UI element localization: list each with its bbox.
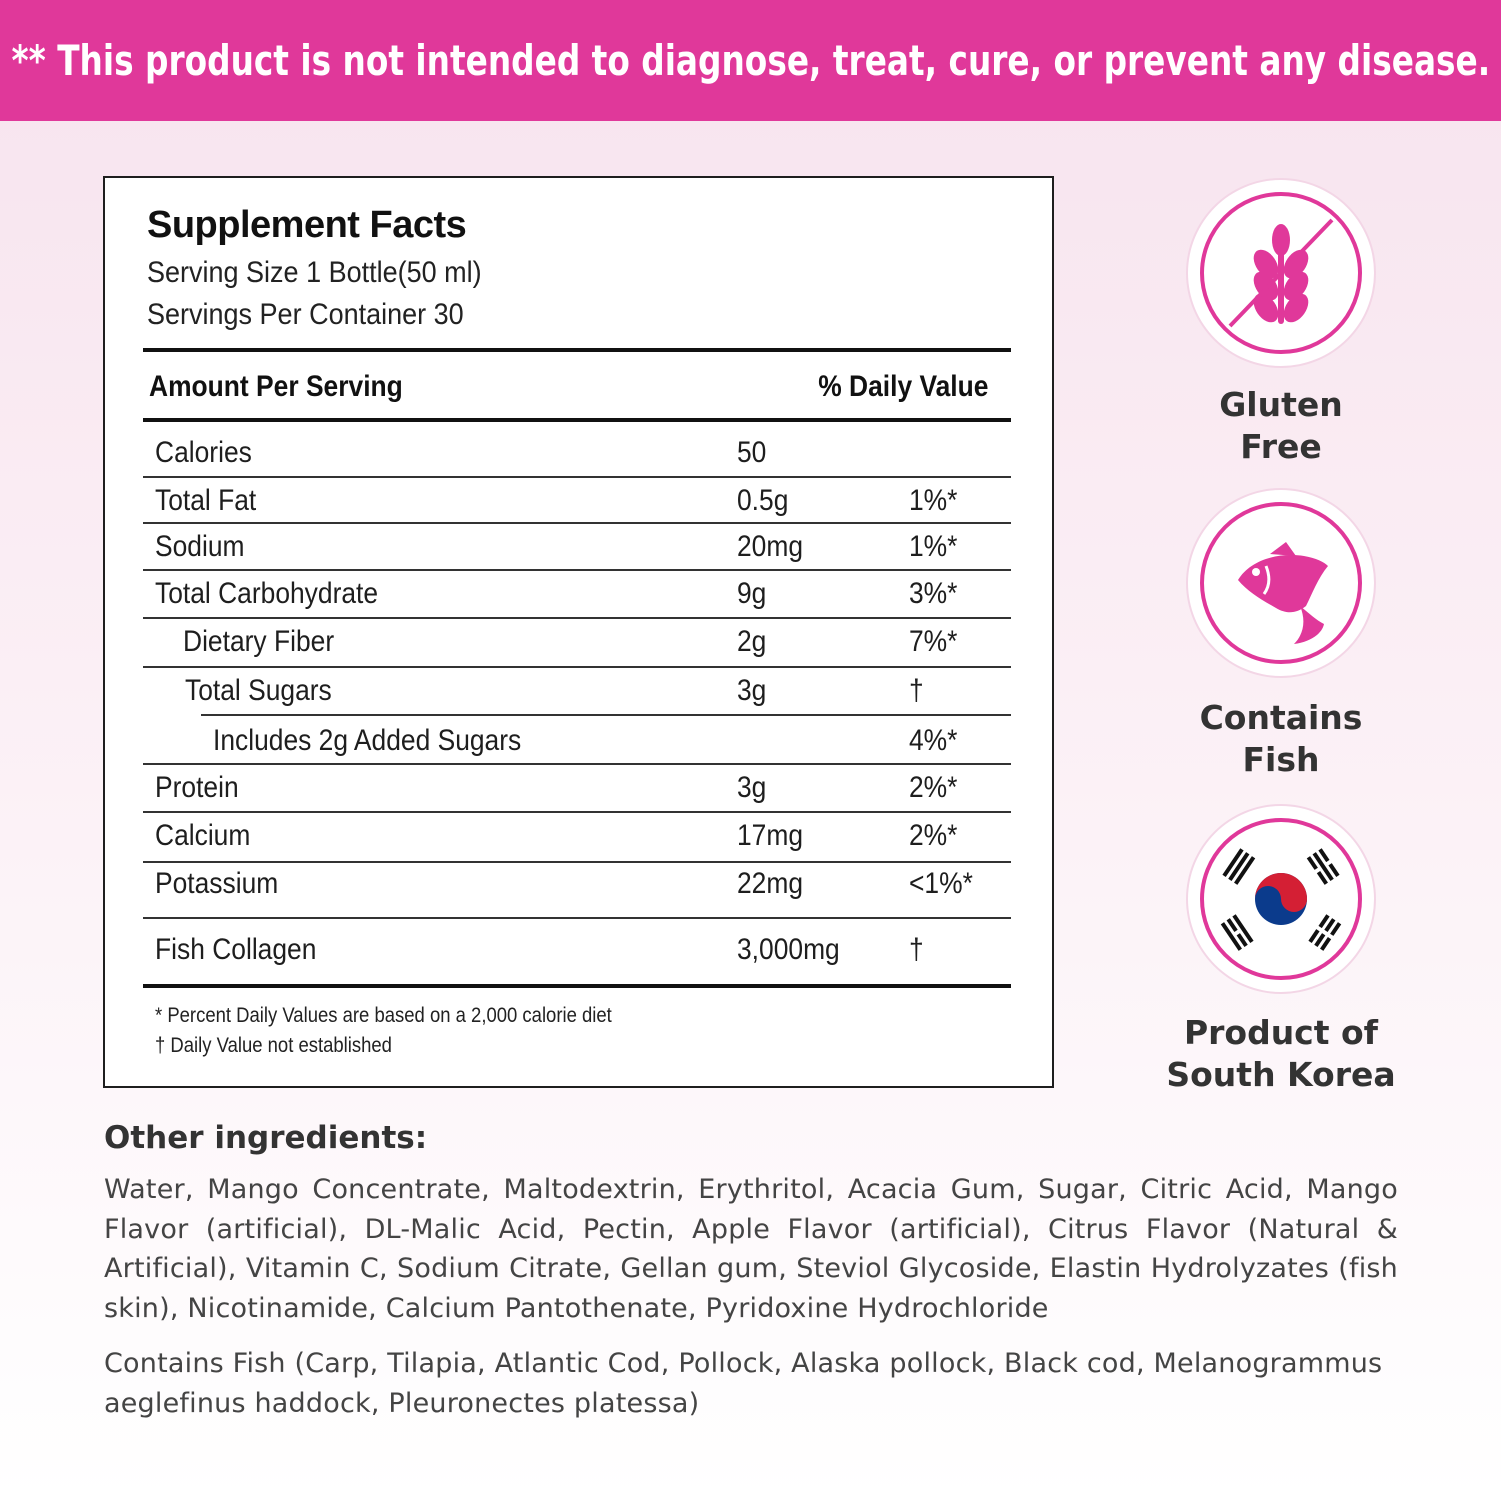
nutrient-name: Total Fat [155,484,257,517]
nutrient-row-total-sugars [143,668,1011,716]
footnote-daily-values: * Percent Daily Values are based on a 2,000 calorie diet [155,1004,612,1027]
nutrient-row-potassium [143,863,1011,919]
nutrient-dv: 3%* [909,577,958,610]
nutrient-dv: † [909,674,924,707]
nutrient-amount: 50 [737,436,767,469]
nutrient-row-calories [143,422,1011,478]
nutrient-name: Protein [155,771,239,804]
footnote-not-established: † Daily Value not established [155,1034,392,1057]
korea-flag-icon [1200,818,1362,980]
nutrient-name: Fish Collagen [155,933,317,966]
thick-rule-top [143,348,1011,352]
disclaimer-banner [0,0,1501,121]
disclaimer-text: ** This product is not intended to diagnose, treat, cure, or prevent any disease. [11,36,1490,85]
gluten-free-badge [1188,180,1374,366]
nutrient-row-fish-collagen [143,919,1011,987]
nutrient-name: Includes 2g Added Sugars [213,724,522,757]
nutrient-row-calcium [143,813,1011,863]
nutrient-amount: 22mg [737,867,804,900]
contains-fish-badge [1188,490,1374,676]
nutrient-row-total-fat [143,478,1011,524]
nutrient-dv: 1%* [909,484,958,517]
servings-per-container: Servings Per Container 30 [147,298,464,331]
serving-size: Serving Size 1 Bottle(50 ml) [147,256,482,289]
nutrient-dv: 2%* [909,771,958,804]
nutrient-name: Total Sugars [185,674,332,707]
gluten-free-icon [1200,192,1362,354]
other-ingredients-title: Other ingredients: [104,1120,428,1156]
nutrient-name: Calories [155,436,252,469]
supplement-facts-panel [103,176,1054,1088]
nutrient-amount: 0.5g [737,484,789,517]
nutrient-dv: † [909,933,924,966]
daily-value-header: % Daily Value [817,370,988,403]
amount-per-serving-header: Amount Per Serving [149,370,403,403]
nutrient-dv: <1%* [909,867,973,900]
nutrient-name: Sodium [155,530,245,563]
nutrient-row-added-sugars [143,716,1011,765]
nutrient-dv: 1%* [909,530,958,563]
product-of-korea-label: Product of South Korea [1166,1013,1396,1094]
nutrient-amount: 3g [737,771,767,804]
nutrient-dv: 7%* [909,625,958,658]
nutrient-amount: 17mg [737,819,804,852]
facts-title: Supplement Facts [147,204,467,246]
nutrient-row-sodium [143,524,1011,571]
fish-icon [1200,502,1362,664]
nutrient-row-dietary-fiber [143,619,1011,668]
nutrient-dv: 2%* [909,819,958,852]
contains-fish-label: Contains Fish [1199,698,1363,779]
south-korea-badge [1188,806,1374,992]
gluten-free-label: Gluten Free [1219,385,1343,466]
nutrient-amount: 9g [737,577,767,610]
nutrient-row-total-carbohydrate [143,571,1011,619]
nutrient-name: Total Carbohydrate [155,577,379,610]
ingredients-list: Water, Mango Concentrate, Maltodextrin, Erythritol, Acacia Gum, Sugar, Citric Acid, Mango Flavor (artificial), DL-Malic Acid, Pectin, Apple Flavor (artificial), Citrus Flavor (Natural & Artificial), Vitamin C, Sodium Citrate, Gellan gum, Steviol Glycoside, Elastin Hydrolyzates (fish skin), Nicotinamide, Calcium Pantothenate, Pyridoxine Hydrochloride [104,1174,1398,1324]
nutrient-amount: 3g [737,674,767,707]
thick-rule-bottom [143,984,1011,988]
nutrient-amount: 2g [737,625,767,658]
nutrient-dv: 4%* [909,724,958,757]
nutrient-name: Dietary Fiber [183,625,335,658]
nutrient-name: Potassium [155,867,279,900]
nutrient-row-protein [143,765,1011,813]
allergen-statement: Contains Fish (Carp, Tilapia, Atlantic Cod, Pollock, Alaska pollock, Black cod, Melanogrammus aeglefinus haddock, Pleuronectes platessa) [104,1348,1383,1419]
nutrient-name: Calcium [155,819,251,852]
nutrient-amount: 3,000mg [737,933,840,966]
nutrient-amount: 20mg [737,530,804,563]
